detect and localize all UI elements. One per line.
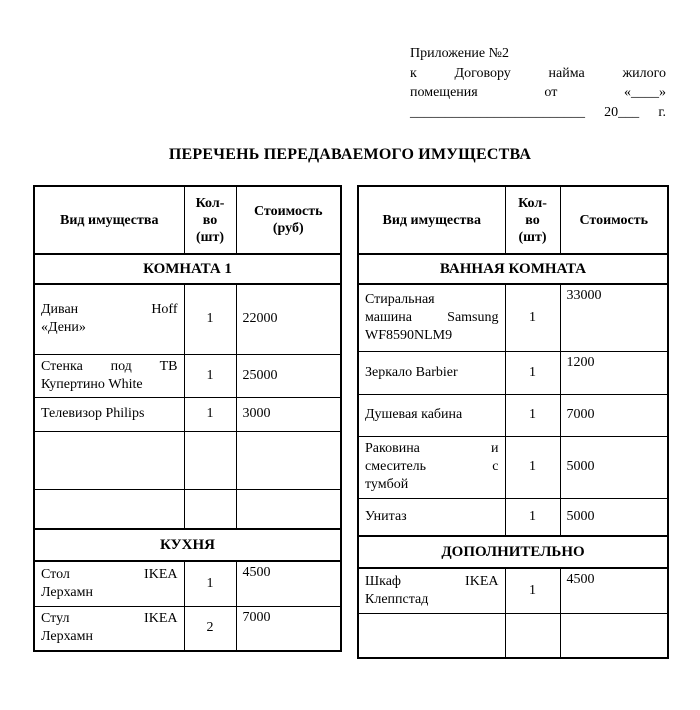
- header-line: Вид имущества: [382, 212, 481, 228]
- table-header-row: [34, 186, 341, 254]
- column-header-qty: [505, 186, 560, 254]
- item-qty-cell: 2: [184, 606, 236, 651]
- item-name-cell: [358, 394, 505, 436]
- appendix-line-3: помещения от «____»: [410, 85, 666, 100]
- column-header-cost: [236, 186, 341, 254]
- appendix-line-1: Приложение №2: [410, 46, 509, 61]
- item-name-cell: [34, 489, 184, 529]
- cell-line: смеситель с: [365, 459, 499, 474]
- header-line: во: [202, 212, 218, 228]
- appendix-note: [410, 44, 666, 122]
- item-cost-cell: 7000: [236, 606, 341, 651]
- item-cost-cell: 4500: [236, 561, 341, 606]
- cell-line: Шкаф IKEA: [365, 573, 499, 589]
- cell-line: Стол IKEA: [41, 566, 178, 582]
- item-cost-cell: 5000: [560, 498, 668, 536]
- appendix-line-4: _________________________ 20___ г.: [410, 104, 666, 120]
- column-header-cost: [560, 186, 668, 254]
- section-header-row: [34, 529, 341, 561]
- cell-line: WF8590NLM9: [365, 327, 453, 343]
- item-cost-cell: 4500: [560, 568, 668, 613]
- item-cost-cell: 25000: [236, 354, 341, 397]
- table-row: [34, 284, 341, 354]
- item-qty-cell: 1: [184, 397, 236, 431]
- item-qty-cell: 1: [184, 354, 236, 397]
- item-name-cell: [358, 568, 505, 613]
- item-qty-cell: 1: [505, 498, 560, 536]
- column-header-name: [34, 186, 184, 254]
- item-qty-cell: 1: [505, 284, 560, 351]
- header-line: Стоимость: [579, 212, 649, 228]
- cell-line: Диван Hoff: [41, 302, 178, 318]
- item-qty-cell: 1: [505, 436, 560, 498]
- table-row: [358, 568, 668, 613]
- table-row: [34, 561, 341, 606]
- item-qty-cell: 1: [184, 561, 236, 606]
- cell-line: Телевизор Philips: [41, 406, 145, 421]
- table-row: [34, 397, 341, 431]
- item-name-cell: [358, 498, 505, 536]
- table-row: [358, 436, 668, 498]
- item-cost-cell: [560, 613, 668, 658]
- item-name-cell: [34, 561, 184, 606]
- section-header-row: [358, 254, 668, 284]
- cell-line: Раковина и: [365, 441, 499, 456]
- header-line: (шт): [195, 229, 225, 245]
- table-row: [358, 351, 668, 394]
- item-name-cell: [34, 606, 184, 651]
- property-table-right: [357, 185, 669, 659]
- section-title: КОМНАТА 1: [34, 254, 341, 284]
- document-title: ПЕРЕЧЕНЬ ПЕРЕДАВАЕМОГО ИМУЩЕСТВА: [168, 146, 532, 163]
- item-cost-cell: 33000: [560, 284, 668, 351]
- section-title: КУХНЯ: [34, 529, 341, 561]
- item-cost-cell: 22000: [236, 284, 341, 354]
- item-cost-cell: [236, 431, 341, 489]
- cell-line: Зеркало Barbier: [365, 364, 458, 380]
- header-line: во: [525, 212, 540, 228]
- item-cost-cell: 1200: [560, 351, 668, 394]
- cell-line: Унитаз: [365, 508, 407, 524]
- item-name-cell: [34, 284, 184, 354]
- cell-line: Стиральная: [365, 291, 435, 307]
- cell-line: тумбой: [365, 477, 409, 492]
- column-header-name: [358, 186, 505, 254]
- property-table-left: [33, 185, 342, 652]
- table-header-row: [358, 186, 668, 254]
- table-row: [358, 394, 668, 436]
- table-row: [34, 431, 341, 489]
- item-name-cell: [358, 613, 505, 658]
- cell-line: Лерхамн: [41, 629, 93, 645]
- header-line: Кол-: [518, 195, 547, 211]
- cell-line: Стенка под ТВ: [41, 358, 178, 374]
- item-qty-cell: 1: [505, 568, 560, 613]
- table-row: [358, 613, 668, 658]
- cell-line: Клеппстад: [365, 591, 429, 607]
- table-row: [358, 498, 668, 536]
- cell-line: «Дени»: [41, 320, 86, 336]
- cell-line: Лерхамн: [41, 584, 93, 600]
- item-cost-cell: 7000: [560, 394, 668, 436]
- header-line: (шт): [518, 229, 547, 245]
- cell-line: машина Samsung: [365, 309, 499, 325]
- item-qty-cell: 1: [505, 351, 560, 394]
- item-cost-cell: [236, 489, 341, 529]
- item-name-cell: [34, 431, 184, 489]
- section-header-row: [358, 536, 668, 568]
- item-name-cell: [358, 351, 505, 394]
- cell-line: Душевая кабина: [365, 407, 463, 422]
- table-row: [358, 284, 668, 351]
- table-row: [34, 606, 341, 651]
- header-line: Вид имущества: [60, 212, 159, 228]
- appendix-line-2: к Договору найма жилого: [410, 65, 666, 81]
- section-title: ВАННАЯ КОМНАТА: [358, 254, 668, 284]
- item-cost-cell: 3000: [236, 397, 341, 431]
- item-name-cell: [358, 436, 505, 498]
- tables-row: [33, 185, 669, 659]
- header-line: Кол-: [195, 195, 225, 211]
- item-name-cell: [358, 284, 505, 351]
- item-qty-cell: 1: [505, 394, 560, 436]
- table-row: [34, 354, 341, 397]
- column-header-qty: [184, 186, 236, 254]
- item-qty-cell: [184, 431, 236, 489]
- header-line: Стоимость: [253, 204, 323, 219]
- table-row: [34, 489, 341, 529]
- section-title: ДОПОЛНИТЕЛЬНО: [358, 536, 668, 568]
- cell-line: Стул IKEA: [41, 611, 178, 627]
- section-header-row: [34, 254, 341, 284]
- item-name-cell: [34, 397, 184, 431]
- item-cost-cell: 5000: [560, 436, 668, 498]
- item-qty-cell: 1: [184, 284, 236, 354]
- header-line: (руб): [272, 221, 304, 236]
- item-name-cell: [34, 354, 184, 397]
- cell-line: Купертино White: [41, 376, 143, 392]
- item-qty-cell: [184, 489, 236, 529]
- item-qty-cell: [505, 613, 560, 658]
